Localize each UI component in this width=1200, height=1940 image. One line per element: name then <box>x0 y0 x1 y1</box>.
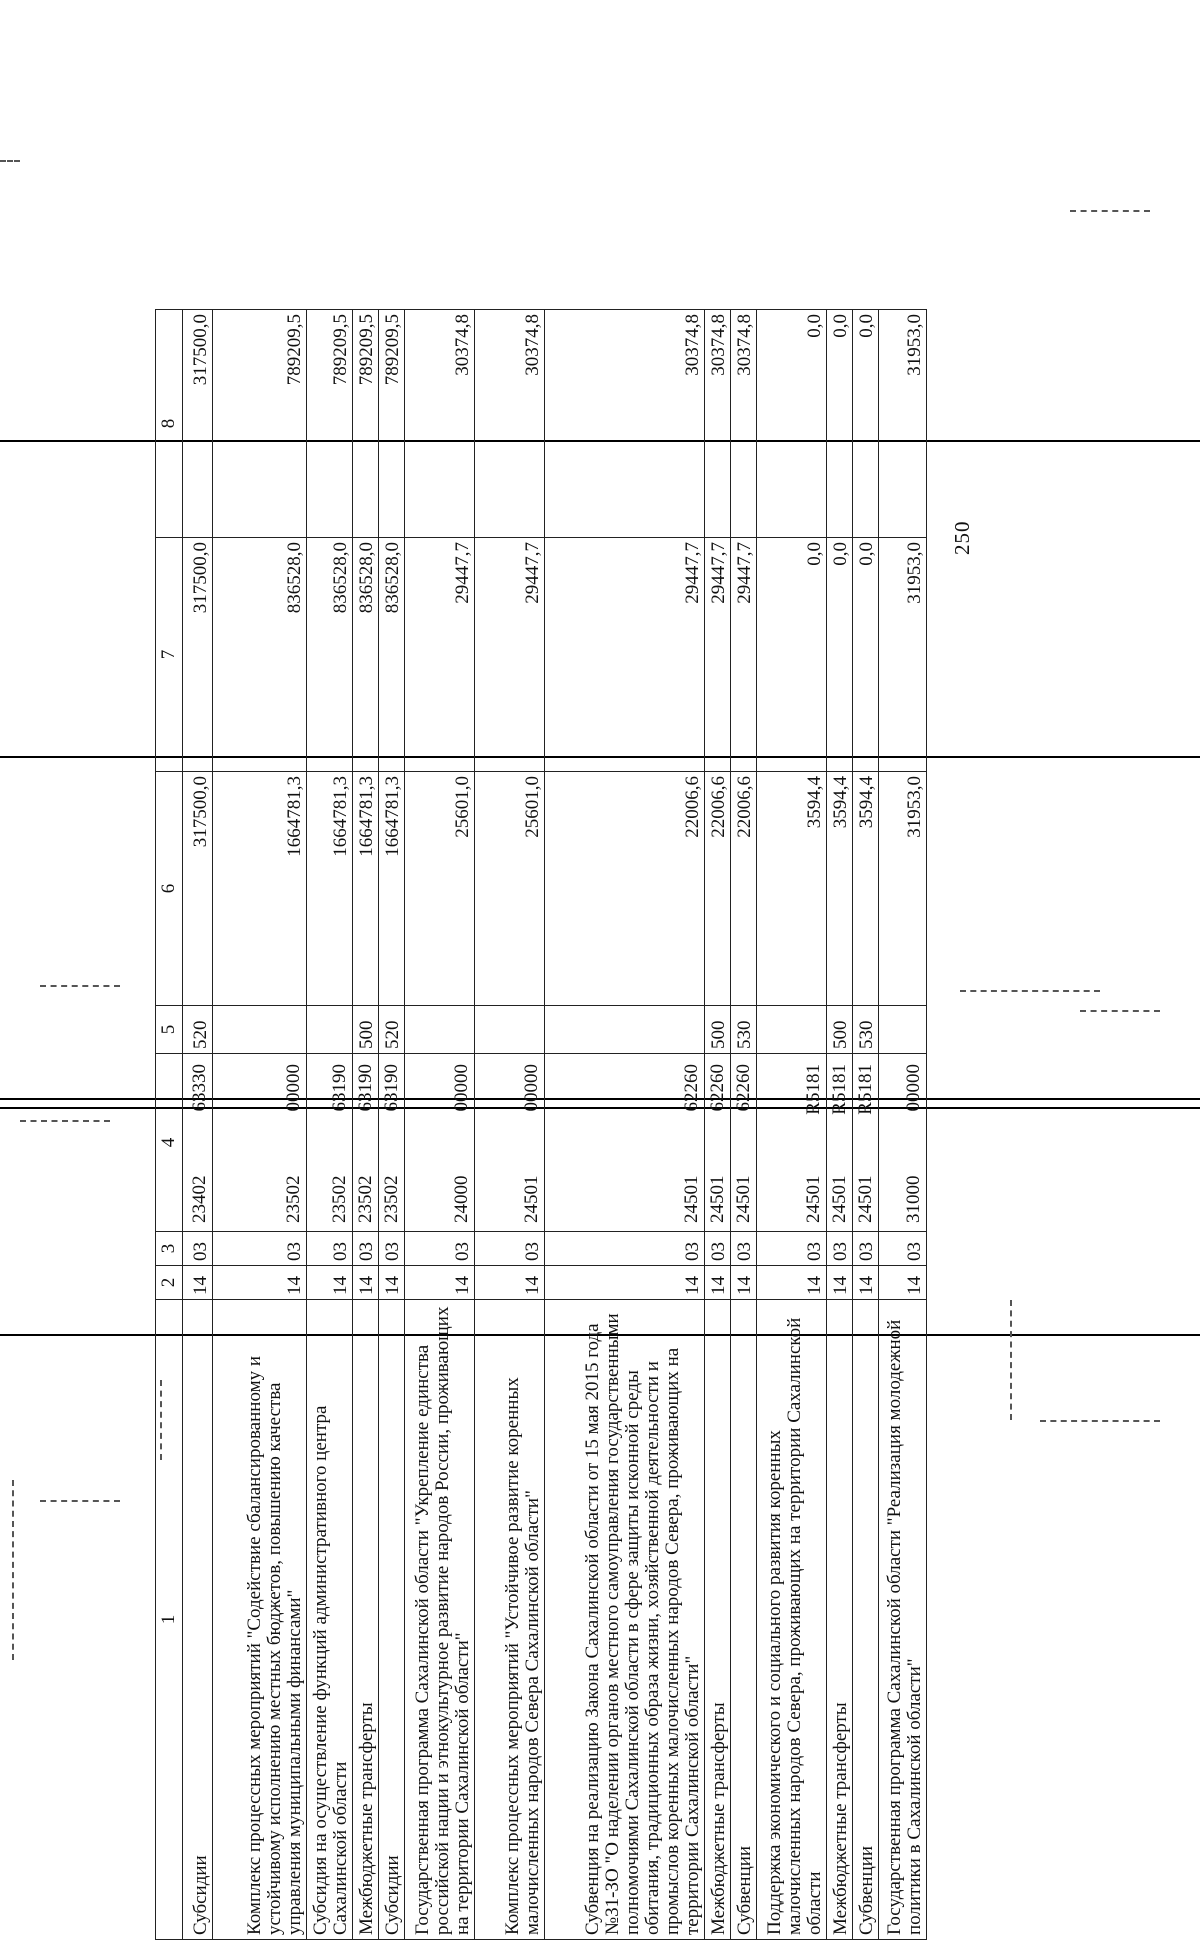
cell-c6: 317500,0 <box>183 772 213 1006</box>
cell-c5 <box>545 1006 705 1054</box>
cell-c3: 03 <box>757 1232 827 1266</box>
table-row <box>213 310 307 1940</box>
cell-c4-program: 24501 <box>707 1175 728 1223</box>
row-name: Комплекс процессных мероприятий "Устойчивое развитие коренных малочисленных народов Севера Сахалинской области" <box>475 1300 545 1940</box>
cell-c7: 836528,0 <box>379 538 405 772</box>
cell-c4 <box>545 1054 705 1232</box>
header-row <box>156 310 183 1940</box>
cell-c4 <box>379 1054 405 1232</box>
cell-c8: 0,0 <box>853 310 879 538</box>
cell-c7: 836528,0 <box>353 538 379 772</box>
cell-c8: 30374,8 <box>705 310 731 538</box>
cell-c3: 03 <box>731 1232 757 1266</box>
column-header: 6 <box>156 772 183 1006</box>
rotated-page <box>155 310 1085 1940</box>
cell-c6: 22006,6 <box>731 772 757 1006</box>
cell-c3: 03 <box>827 1232 853 1266</box>
cell-c2: 14 <box>405 1266 475 1300</box>
cell-c3: 03 <box>307 1232 353 1266</box>
cell-c4 <box>705 1054 731 1232</box>
cell-c4-direction: 63190 <box>381 1064 402 1112</box>
cell-c2: 14 <box>353 1266 379 1300</box>
table-row <box>705 310 731 1940</box>
row-name: Субсидии <box>379 1300 405 1940</box>
table-row <box>827 310 853 1940</box>
cell-c2: 14 <box>731 1266 757 1300</box>
row-name: Субсидия на осуществление функций административного центра Сахалинской области <box>307 1300 353 1940</box>
cell-c7: 836528,0 <box>213 538 307 772</box>
cell-c5: 500 <box>705 1006 731 1054</box>
cell-c7: 29447,7 <box>705 538 731 772</box>
cell-c4-program: 24501 <box>733 1175 754 1223</box>
cell-c4-direction: 00000 <box>283 1064 304 1112</box>
cell-c7: 31953,0 <box>879 538 927 772</box>
table-row <box>731 310 757 1940</box>
scan-line <box>40 1500 120 1502</box>
table-row <box>757 310 827 1940</box>
column-header: 3 <box>156 1232 183 1266</box>
cell-c3: 03 <box>353 1232 379 1266</box>
cell-c7: 0,0 <box>827 538 853 772</box>
cell-c7: 29447,7 <box>405 538 475 772</box>
cell-c4-direction: R5181 <box>855 1064 876 1115</box>
cell-c6: 22006,6 <box>705 772 731 1006</box>
cell-c4-direction: 63330 <box>189 1064 210 1112</box>
column-header: 4 <box>156 1054 183 1232</box>
scan-line <box>1070 210 1150 212</box>
cell-c3: 03 <box>379 1232 405 1266</box>
cell-c5: 530 <box>853 1006 879 1054</box>
row-name: Межбюджетные трансферты <box>827 1300 853 1940</box>
cell-c4 <box>183 1054 213 1232</box>
cell-c7: 29447,7 <box>731 538 757 772</box>
row-name: Субвенции <box>731 1300 757 1940</box>
cell-c4-direction: R5181 <box>829 1064 850 1115</box>
cell-c6: 31953,0 <box>879 772 927 1006</box>
cell-c5 <box>213 1006 307 1054</box>
cell-c4 <box>475 1054 545 1232</box>
cell-c4-program: 24501 <box>681 1175 702 1223</box>
cell-c4-program: 24000 <box>451 1175 472 1223</box>
table-row <box>353 310 379 1940</box>
cell-c6: 3594,4 <box>757 772 827 1006</box>
cell-c3: 03 <box>183 1232 213 1266</box>
cell-c4 <box>307 1054 353 1232</box>
cell-c8: 30374,8 <box>475 310 545 538</box>
cell-c4-program: 24501 <box>803 1175 824 1223</box>
budget-table <box>155 309 927 1940</box>
cell-c4-direction: 62260 <box>681 1064 702 1112</box>
cell-c7: 29447,7 <box>475 538 545 772</box>
cell-c8: 31953,0 <box>879 310 927 538</box>
cell-c2: 14 <box>827 1266 853 1300</box>
cell-c4 <box>757 1054 827 1232</box>
column-header: 1 <box>156 1300 183 1940</box>
cell-c5 <box>307 1006 353 1054</box>
cell-c5: 500 <box>353 1006 379 1054</box>
cell-c4-direction: 00000 <box>451 1064 472 1112</box>
table-row <box>879 310 927 1940</box>
cell-c5 <box>475 1006 545 1054</box>
cell-c4-program: 23502 <box>283 1175 304 1223</box>
table-row <box>475 310 545 1940</box>
cell-c6: 22006,6 <box>545 772 705 1006</box>
cell-c3: 03 <box>879 1232 927 1266</box>
cell-c4-program: 23402 <box>189 1175 210 1223</box>
cell-c5 <box>757 1006 827 1054</box>
column-header: 2 <box>156 1266 183 1300</box>
cell-c8: 30374,8 <box>545 310 705 538</box>
cell-c3: 03 <box>405 1232 475 1266</box>
cell-c4 <box>405 1054 475 1232</box>
cell-c2: 14 <box>757 1266 827 1300</box>
cell-c4 <box>731 1054 757 1232</box>
cell-c8: 789209,5 <box>379 310 405 538</box>
cell-c6: 1664781,3 <box>307 772 353 1006</box>
cell-c6: 25601,0 <box>405 772 475 1006</box>
cell-c5: 520 <box>379 1006 405 1054</box>
cell-c3: 03 <box>213 1232 307 1266</box>
cell-c5 <box>405 1006 475 1054</box>
column-header: 5 <box>156 1006 183 1054</box>
table-row <box>545 310 705 1940</box>
scan-line <box>0 160 20 162</box>
cell-c2: 14 <box>879 1266 927 1300</box>
cell-c5: 530 <box>731 1006 757 1054</box>
cell-c4-direction: 63190 <box>355 1064 376 1112</box>
cell-c4-direction: 00000 <box>903 1064 924 1112</box>
scan-line <box>20 1120 110 1122</box>
cell-c4 <box>879 1054 927 1232</box>
table-row <box>307 310 353 1940</box>
cell-c7: 0,0 <box>757 538 827 772</box>
cell-c8: 789209,5 <box>353 310 379 538</box>
cell-c2: 14 <box>545 1266 705 1300</box>
cell-c2: 14 <box>183 1266 213 1300</box>
table-row <box>405 310 475 1940</box>
cell-c4-program: 23502 <box>355 1175 376 1223</box>
row-name: Поддержка экономического и социального развития коренных малочисленных народов Севера, проживающих на территории Сахалинской области <box>757 1300 827 1940</box>
cell-c3: 03 <box>475 1232 545 1266</box>
cell-c2: 14 <box>475 1266 545 1300</box>
row-name: Субвенции <box>853 1300 879 1940</box>
cell-c6: 1664781,3 <box>353 772 379 1006</box>
cell-c8: 317500,0 <box>183 310 213 538</box>
cell-c7: 29447,7 <box>545 538 705 772</box>
cell-c6: 1664781,3 <box>379 772 405 1006</box>
cell-c8: 0,0 <box>827 310 853 538</box>
cell-c5: 520 <box>183 1006 213 1054</box>
cell-c5: 500 <box>827 1006 853 1054</box>
row-name: Государственная программа Сахалинской области "Укрепление единства российской нации и этнокультурное развитие народов России, проживающих на территории Сахалинской области" <box>405 1300 475 1940</box>
cell-c6: 1664781,3 <box>213 772 307 1006</box>
row-name: Межбюджетные трансферты <box>353 1300 379 1940</box>
cell-c2: 14 <box>853 1266 879 1300</box>
cell-c8: 789209,5 <box>213 310 307 538</box>
cell-c4-program: 31000 <box>903 1175 924 1223</box>
cell-c4 <box>827 1054 853 1232</box>
cell-c7: 0,0 <box>853 538 879 772</box>
cell-c4-direction: R5181 <box>803 1064 824 1115</box>
cell-c4 <box>853 1054 879 1232</box>
cell-c6: 3594,4 <box>827 772 853 1006</box>
cell-c3: 03 <box>853 1232 879 1266</box>
cell-c4-direction: 62260 <box>733 1064 754 1112</box>
row-name: Субсидии <box>183 1300 213 1940</box>
page-number: 250 <box>950 520 974 555</box>
cell-c7: 836528,0 <box>307 538 353 772</box>
cell-c4-program: 24501 <box>521 1175 542 1223</box>
cell-c3: 03 <box>705 1232 731 1266</box>
table-row <box>183 310 213 1940</box>
cell-c4-direction: 62260 <box>707 1064 728 1112</box>
cell-c6: 3594,4 <box>853 772 879 1006</box>
row-name: Субвенция на реализацию Закона Сахалинской области от 15 мая 2015 года №31-ЗО "О наделении органов местного самоуправления государственными полномочиями Сахалинской области в сфере защиты исконной среды обитания, традиционных образа жизни, хозяйственной деятельности и промыслов коренных малочисленных народов Севера, проживающих на территории Сахалинской области" <box>545 1300 705 1940</box>
cell-c4 <box>353 1054 379 1232</box>
cell-c2: 14 <box>379 1266 405 1300</box>
column-header: 7 <box>156 538 183 772</box>
cell-c3: 03 <box>545 1232 705 1266</box>
cell-c5 <box>879 1006 927 1054</box>
cell-c8: 789209,5 <box>307 310 353 538</box>
cell-c4 <box>213 1054 307 1232</box>
scan-line <box>12 1480 14 1660</box>
cell-c4-program: 23502 <box>329 1175 350 1223</box>
cell-c6: 25601,0 <box>475 772 545 1006</box>
cell-c4-direction: 63190 <box>329 1064 350 1112</box>
column-header: 8 <box>156 310 183 538</box>
scan-line <box>1080 1010 1160 1012</box>
cell-c4-program: 23502 <box>381 1175 402 1223</box>
cell-c4-program: 24501 <box>855 1175 876 1223</box>
table-row <box>853 310 879 1940</box>
cell-c8: 30374,8 <box>731 310 757 538</box>
row-name: Межбюджетные трансферты <box>705 1300 731 1940</box>
cell-c7: 317500,0 <box>183 538 213 772</box>
cell-c4-direction: 00000 <box>521 1064 542 1112</box>
row-name: Государственная программа Сахалинской области "Реализация молодежной политики в Сахалинской области" <box>879 1300 927 1940</box>
table-row <box>379 310 405 1940</box>
cell-c8: 30374,8 <box>405 310 475 538</box>
scan-line <box>40 985 120 987</box>
cell-c4-program: 24501 <box>829 1175 850 1223</box>
cell-c2: 14 <box>705 1266 731 1300</box>
cell-c8: 0,0 <box>757 310 827 538</box>
row-name: Комплекс процессных мероприятий "Содействие сбалансированному и устойчивому исполнению местных бюджетов, повышению качества управления муниципальными финансами" <box>213 1300 307 1940</box>
cell-c2: 14 <box>307 1266 353 1300</box>
cell-c2: 14 <box>213 1266 307 1300</box>
